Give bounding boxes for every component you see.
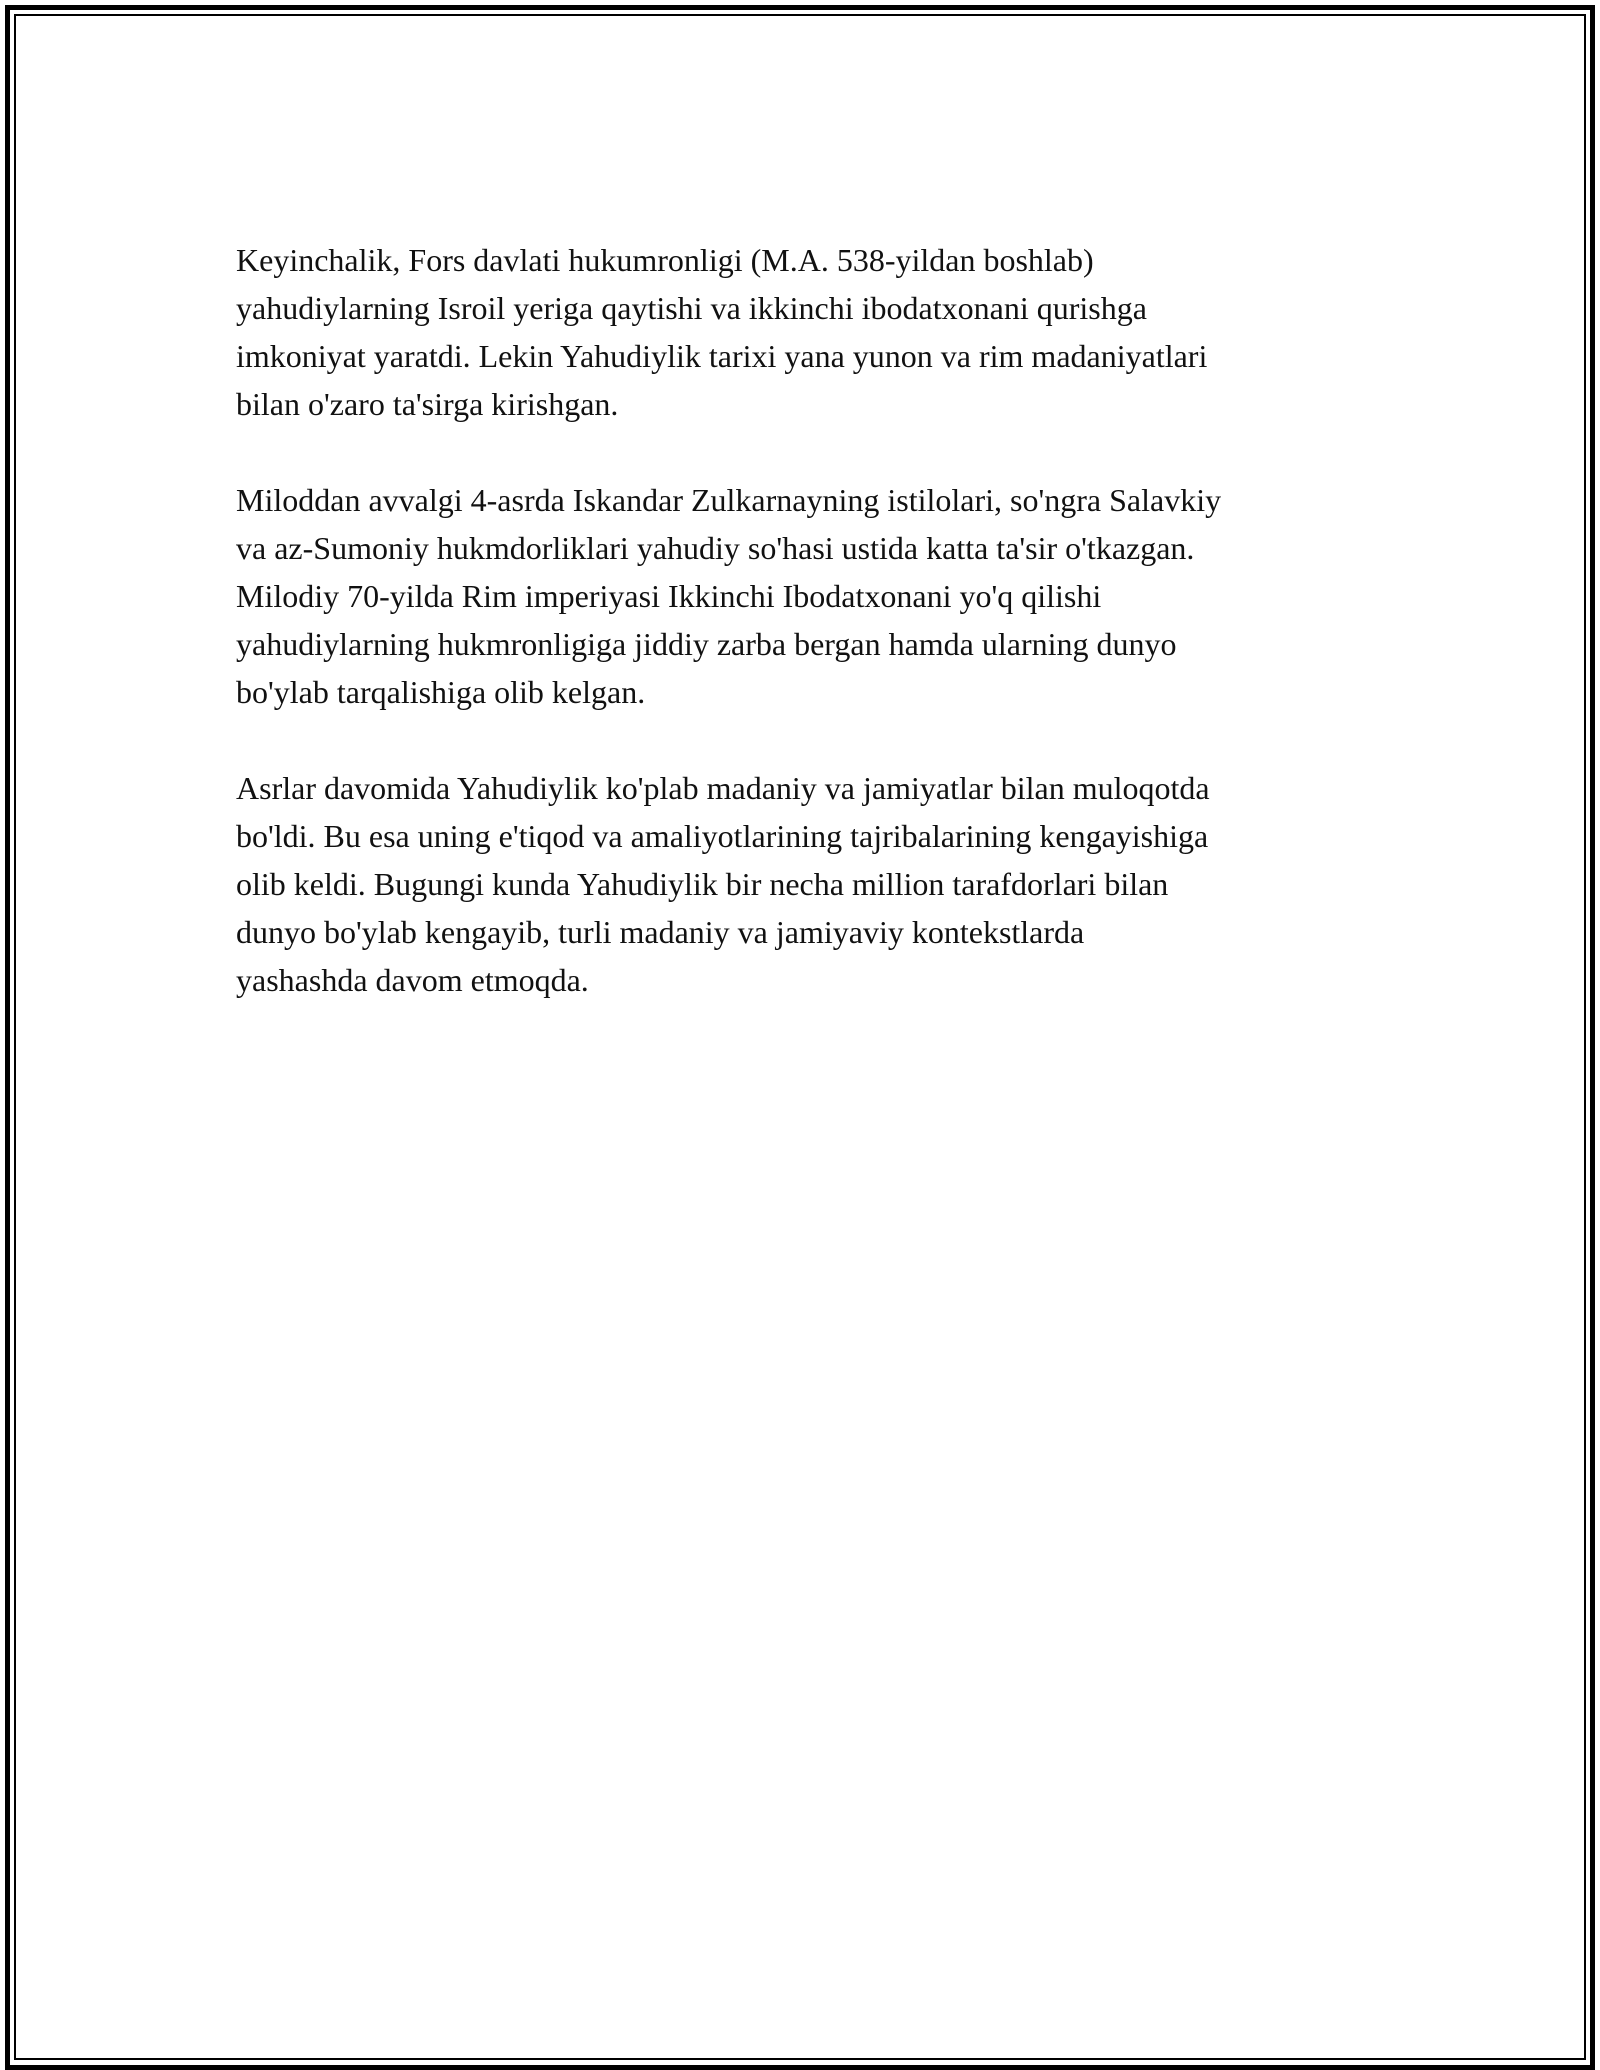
paragraph-1: Keyinchalik, Fors davlati hukumronligi (M.A. 538-yildan boshlab) yahudiylarning Isroil yeriga qaytishi va ikkinchi ibodatxonani qurishga imkoniyat yaratdi. Lekin Yahudiylik tarixi yana yunon va rim madaniyatlari bilan o'zaro ta'sirga kirishgan.	[236, 242, 1208, 422]
paragraph-3: Asrlar davomida Yahudiylik ko'plab madaniy va jamiyatlar bilan muloqotda bo'ldi. Bu esa uning e'tiqod va amaliyotlarining tajribalarining kengayishiga olib keldi. Bugungi kunda Yahudiylik bir necha million tarafdorlari bilan dunyo bo'ylab kengayib, turli madaniy va jamiyaviy kontekstlarda yashashda davom etmoqda.	[236, 770, 1210, 998]
document-body	[236, 236, 1376, 1052]
paragraph-2: Miloddan avvalgi 4-asrda Iskandar Zulkarnayning istilolari, so'ngra Salavkiy va az-Sumoniy hukmdorliklari yahudiy so'hasi ustida katta ta'sir o'tkazgan. Milodiy 70-yilda Rim imperiyasi Ikkinchi Ibodatxonani yo'q qilishi yahudiylarning hukmronligiga jiddiy zarba bergan hamda ularning dunyo bo'ylab tarqalishiga olib kelgan.	[236, 482, 1222, 710]
